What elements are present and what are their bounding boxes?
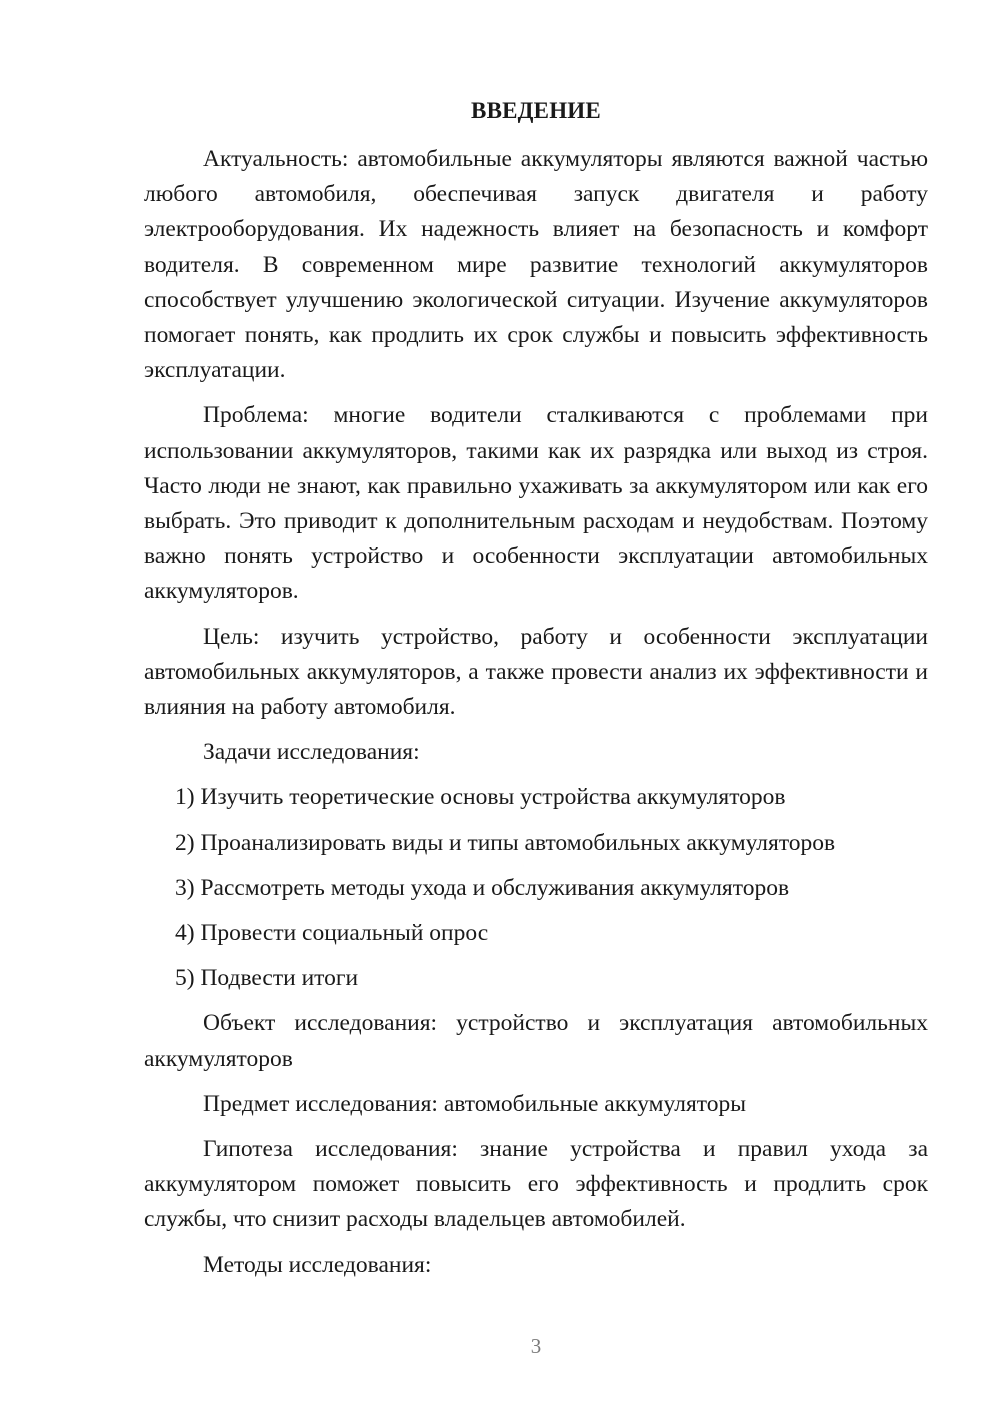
document-body <box>144 142 928 1293</box>
paragraph-object: Объект исследования: устройство и эксплуатация автомобильных аккумуляторов <box>144 1010 928 1072</box>
task-item-4: 4) Провести социальный опрос <box>175 920 489 947</box>
task-item-1: 1) Изучить теоретические основы устройства аккумуляторов <box>175 784 786 811</box>
paragraph-hypothesis: Гипотеза исследования: знание устройства и правил ухода за аккумулятором поможет повысить его эффективность и продлить срок службы, что снизит расходы владельцев автомобилей. <box>144 1136 928 1233</box>
tasks-list <box>144 780 928 996</box>
paragraph-subject: Предмет исследования: автомобильные аккумуляторы <box>203 1090 747 1117</box>
task-item-2: 2) Проанализировать виды и типы автомобильных аккумуляторов <box>175 829 836 856</box>
methods-heading: Методы исследования: <box>203 1251 432 1278</box>
section-title: ВВЕДЕНИЕ <box>471 98 601 123</box>
page-number: 3 <box>530 1334 542 1358</box>
task-item-5: 5) Подвести итоги <box>175 965 359 992</box>
tasks-heading: Задачи исследования: <box>203 739 420 766</box>
paragraph-goal: Цель: изучить устройство, работу и особенности эксплуатации автомобильных аккумуляторов, а также провести анализ их эффективности и влияния на работу автомобиля. <box>144 623 928 721</box>
task-item-3: 3) Рассмотреть методы ухода и обслуживания аккумуляторов <box>175 874 790 901</box>
paragraph-problem: Проблема: многие водители сталкиваются с проблемами при использовании аккумуляторов, такими как их разрядка или выход из строя. Часто люди не знают, как правильно ухаживать за аккумулятором или как его выбрать. Это приводит к дополнительным расходам и неудобствам. Поэтому важно понять устройство и особенности эксплуатации автомобильных аккумуляторов. <box>144 402 928 605</box>
paragraph-relevance: Актуальность: автомобильные аккумуляторы являются важной частью любого автомобиля, обеспечивая запуск двигателя и работу электрооборудования. Их надежность влияет на безопасность и комфорт водителя. В современном мире развитие технологий аккумуляторов способствует улучшению экологической ситуации. Изучение аккумуляторов помогает понять, как продлить их срок службы и повысить эффективность эксплуатации. <box>144 146 928 384</box>
